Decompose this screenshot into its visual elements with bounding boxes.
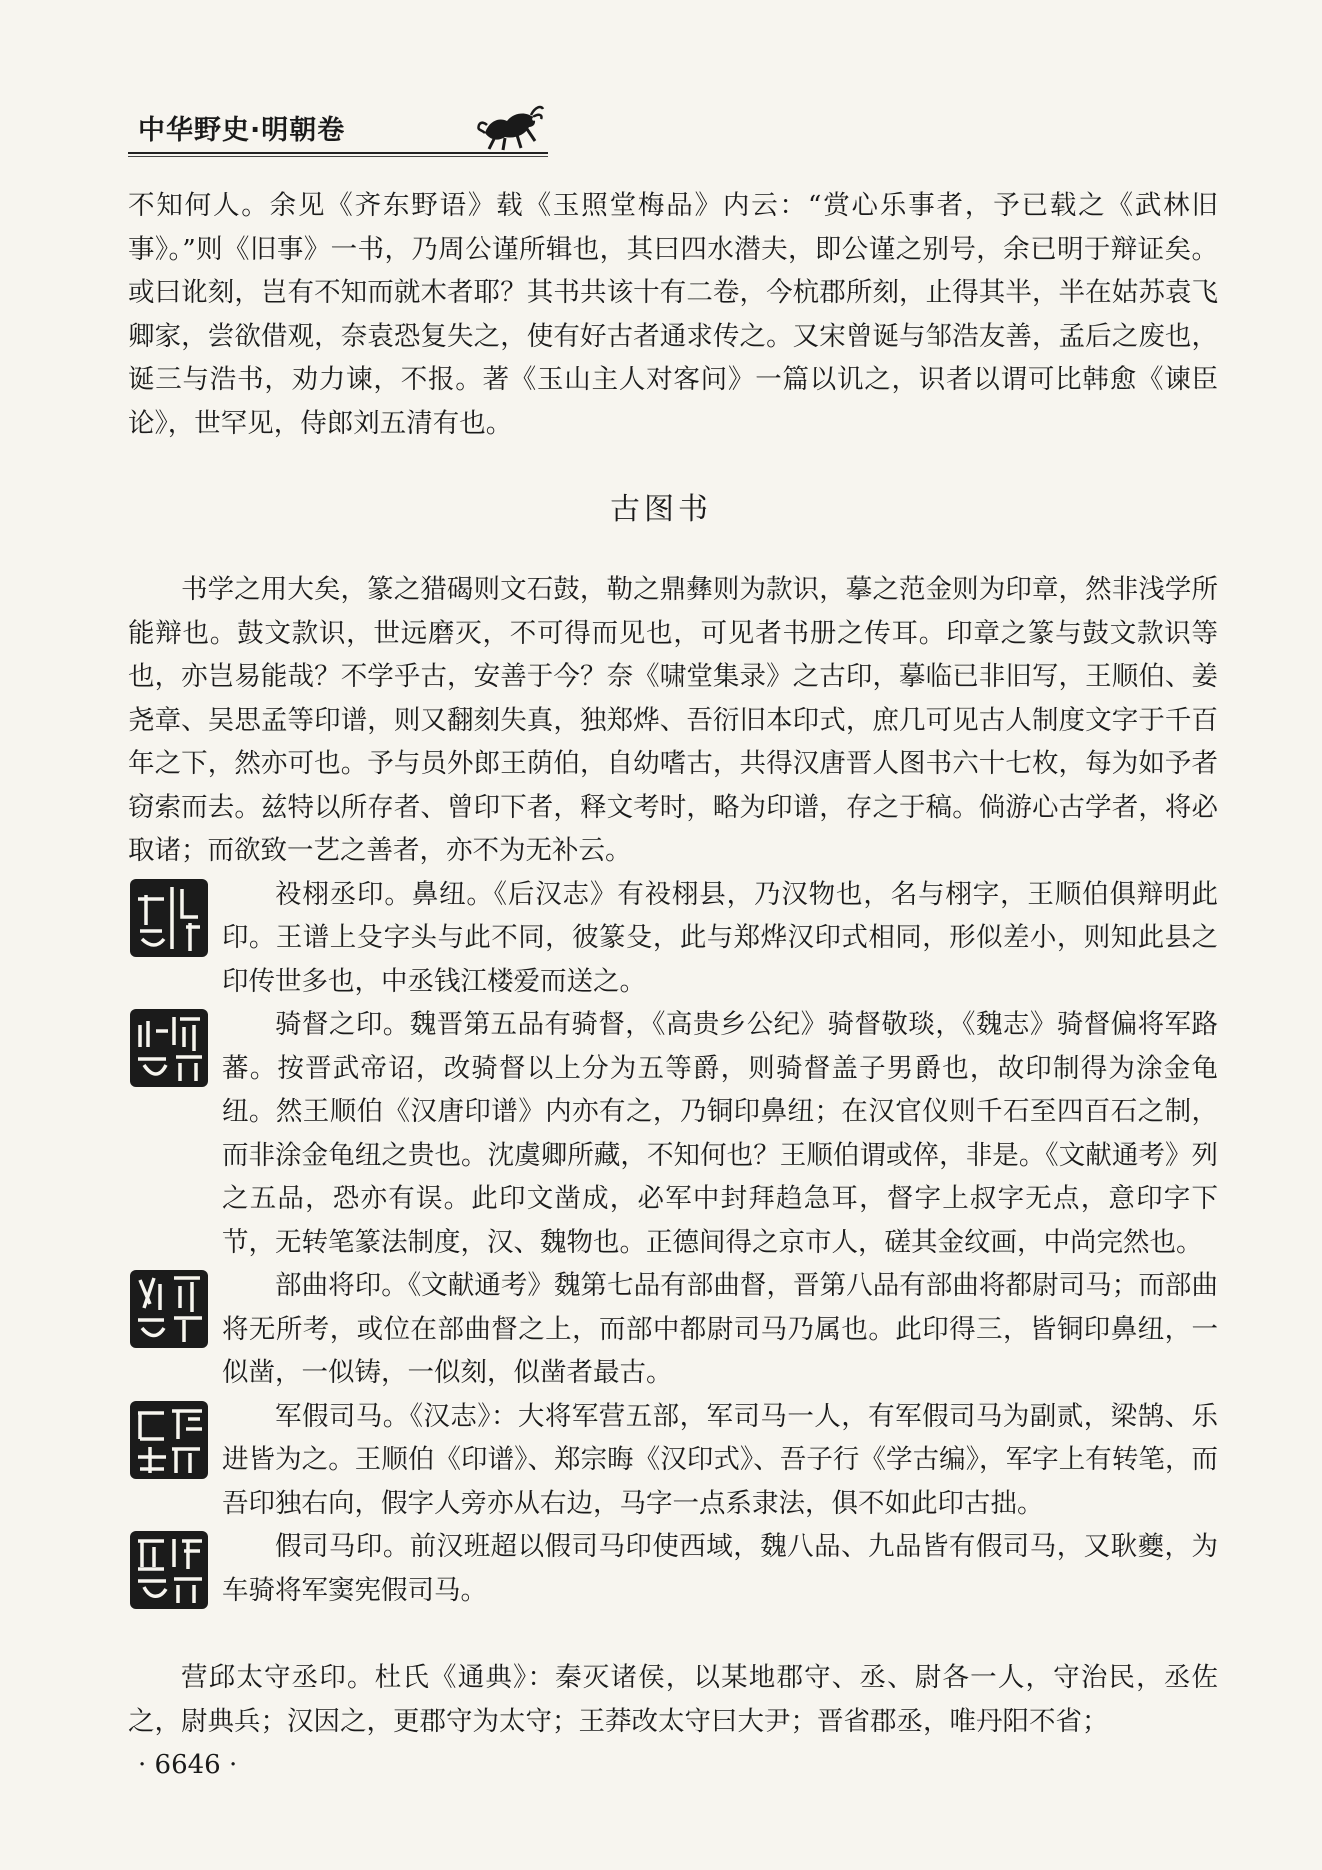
section-body <box>128 568 1218 1743</box>
intro-paragraph: 不知何人。余见《齐东野语》载《玉照堂梅品》内云：“赏心乐事者，予已载之《武林旧事》。”则《旧事》一书，乃周公谨所辑也，其曰四水潜夫，即公谨之别号，余已明于辩证矣。或曰讹刻，岂有不知而就木者耶？其书共该十有二卷，今杭郡所刻，止得其半，半在姑苏袁飞卿家，尝欲借观，奈袁恐复失之，使有好古者通求传之。又宋曾诞与邹浩友善，孟后之废也，诞三与浩书，劝力谏，不报。著《玉山主人对客问》一篇以讥之，识者以谓可比韩愈《谏臣论》，世罕见，侍郎刘五清有也。 <box>128 190 1218 439</box>
page-number: · 6646 · <box>138 1750 238 1780</box>
dragon-ornament-icon <box>475 95 545 155</box>
seal-entry-text: 部曲将印。《文献通考》魏第七品有部曲督，晋第八品有部曲将都尉司马；而部曲将无所考，或位在部曲督之上，而部中都尉司马乃属也。此印得三，皆铜印鼻纽，一似凿，一似铸，一似刻，似凿者最古。 <box>222 1270 1218 1388</box>
closing-paragraph: 营邱太守丞印。杜氏《通典》：秦灭诸侯，以某地郡守、丞、尉各一人，守治民，丞佐之，尉典兵；汉因之，更郡守为太守；王莽改太守曰大尹；晋省郡丞，唯丹阳不省； <box>128 1662 1218 1737</box>
seal-entry-text: 骑督之印。魏晋第五品有骑督，《高贵乡公纪》骑督敬琰，《魏志》骑督偏将军路蕃。按晋武帝诏，改骑督以上分为五等爵，则骑督盖子男爵也，故印制得为涂金龟纽。然王顺伯《汉唐印谱》内亦有之，乃铜印鼻纽；在汉官仪则千石至四百石之制，而非涂金龟纽之贵也。沈虞卿所藏，不知何也？王顺伯谓或倅，非是。《文献通考》列之五品，恐亦有误。此印文凿成，必军中封拜趋急耳，督字上叔字无点，意印字下节，无转笔篆法制度，汉、魏物也。正德间得之京市人，磋其金纹画，中尚完然也。 <box>222 1009 1218 1258</box>
header-rule-thin <box>128 156 548 157</box>
book-title: 中华野史·明朝卷 <box>138 115 346 146</box>
section-title: 古图书 <box>610 492 712 527</box>
seal-entry-text: 祋栩丞印。鼻纽。《后汉志》有祋栩县，乃汉物也，名与栩字，王顺伯俱辩明此印。王谱上殳字头与此不同，彼篆殳，此与郑烨汉印式相同，形似差小，则知此县之印传世多也，中丞钱江楼爱而送之。 <box>222 878 1218 997</box>
seal-entry <box>128 1264 1218 1395</box>
seal-qidu-icon <box>128 1007 210 1089</box>
seal-entry-text: 军假司马。《汉志》：大将军营五部，军司马一人，有军假司马为副贰，梁鹄、乐进皆为之。王顺伯《印谱》、郑宗晦《汉印式》、吾子行《学古编》，军字上有转笔，而吾印独右向，假字人旁亦从右边，马字一点系隶法，俱不如此印古拙。 <box>222 1400 1218 1519</box>
seal-entry <box>128 1395 1218 1526</box>
seal-entry <box>128 1003 1218 1264</box>
intro-block <box>128 184 1218 445</box>
seal-entry <box>128 873 1218 1004</box>
section-intro: 书学之用大矣，篆之猎碣则文石鼓，勒之鼎彝则为款识，摹之范金则为印章，然非浅学所能辩也。鼓文款识，世远磨灭，不可得而见也，可见者书册之传耳。印章之篆与鼓文款识等也，亦岂易能哉？不学乎古，安善于今？奈《啸堂集录》之古印，摹临已非旧写，王顺伯、姜尧章、吴思孟等印谱，则又翻刻失真，独郑烨、吾衍旧本印式，庶几可见古人制度文字于千百年之下，然亦可也。予与员外郎王荫伯，自幼嗜古，共得汉唐晋人图书六十七枚，每为如予者窃索而去。兹特以所存者、曾印下者，释文考时，略为印谱，存之于稿。倘游心古学者，将必取诸；而欲致一艺之善者，亦不为无补云。 <box>128 574 1218 866</box>
seal-entry-text: 假司马印。前汉班超以假司马印使西域，魏八品、九品皆有假司马，又耿夔，为车骑将军窦宪假司马。 <box>222 1531 1218 1606</box>
seal-xiaotong-icon <box>128 877 210 959</box>
seal-jiasima-icon <box>128 1529 210 1611</box>
seal-buqu-icon <box>128 1268 210 1350</box>
seal-junjia-icon <box>128 1399 210 1481</box>
seal-entry <box>128 1525 1218 1613</box>
